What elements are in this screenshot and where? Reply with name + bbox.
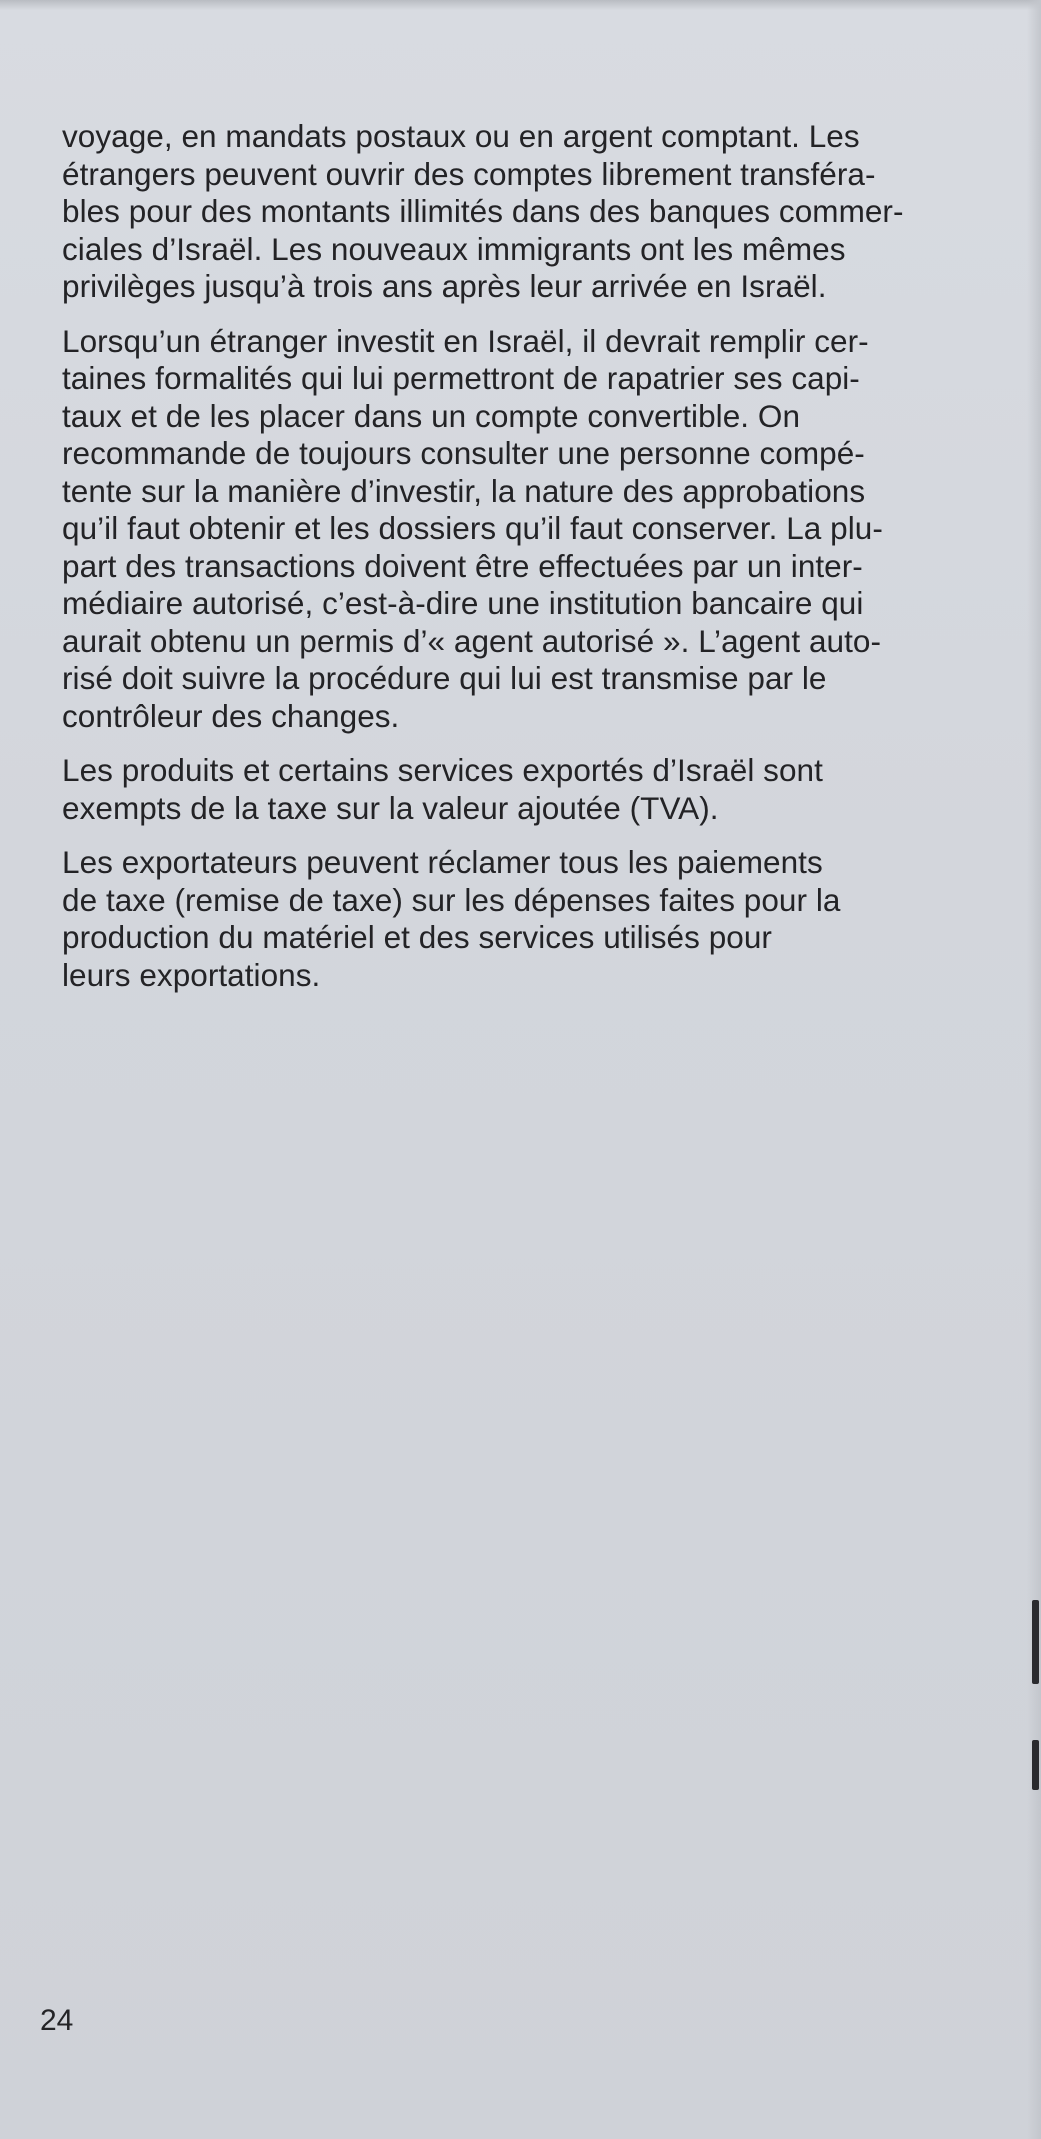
paragraph-currency-accounts (62, 118, 1002, 306)
edge-print-mark (1032, 1740, 1039, 1790)
text-line: risé doit suivre la procédure qui lui est transmise par le (62, 660, 827, 696)
text-line: aurait obtenu un permis d’« agent autorisé ». L’agent auto- (62, 622, 882, 659)
text-line: qu’il faut obtenir et les dossiers qu’il faut conserver. La plu- (62, 510, 883, 546)
text-line: production du matériel et des services utilisés pour (62, 919, 772, 955)
text-line: recommande de toujours consulter une personne compé- (62, 435, 865, 471)
text-line: leurs exportations. (62, 956, 321, 993)
edge-print-mark (1032, 1600, 1039, 1684)
text-line: Les produits et certains services exportés d’Israël sont (62, 752, 823, 788)
paragraph-vat-exemption (62, 752, 1002, 827)
text-line: contrôleur des changes. (62, 697, 400, 734)
text-line: part des transactions doivent être effectuées par un inter- (62, 547, 863, 584)
text-line: Les exportateurs peuvent réclamer tous les paiements (62, 844, 823, 880)
text-line: tente sur la manière d’investir, la nature des approbations (62, 472, 866, 509)
text-line: voyage, en mandats postaux ou en argent comptant. Les (62, 118, 860, 154)
text-line: bles pour des montants illimités dans des banques commer- (62, 193, 904, 229)
page-top-edge (0, 0, 1041, 10)
text-line: ciales d’Israël. Les nouveaux immigrants ont les mêmes (62, 230, 846, 267)
text-line: Lorsqu’un étranger investit en Israël, il devrait remplir cer- (62, 322, 869, 359)
text-line: taux et de les placer dans un compte convertible. On (62, 397, 801, 434)
text-line: médiaire autorisé, c’est-à-dire une institution bancaire qui (62, 585, 864, 621)
page-right-edge (1027, 0, 1041, 2139)
paragraph-foreign-investment (62, 323, 1002, 736)
body-text (62, 118, 1002, 1011)
text-line: étrangers peuvent ouvrir des comptes librement transféra- (62, 155, 876, 192)
text-line: privilèges jusqu’à trois ans après leur arrivée en Israël. (62, 268, 827, 304)
page-number: 24 (40, 2004, 74, 2037)
text-line: exempts de la taxe sur la valeur ajoutée (TVA). (62, 789, 719, 826)
text-line: de taxe (remise de taxe) sur les dépenses faites pour la (62, 881, 841, 918)
paragraph-tax-refund (62, 844, 1002, 994)
text-line: taines formalités qui lui permettront de rapatrier ses capi- (62, 360, 860, 396)
